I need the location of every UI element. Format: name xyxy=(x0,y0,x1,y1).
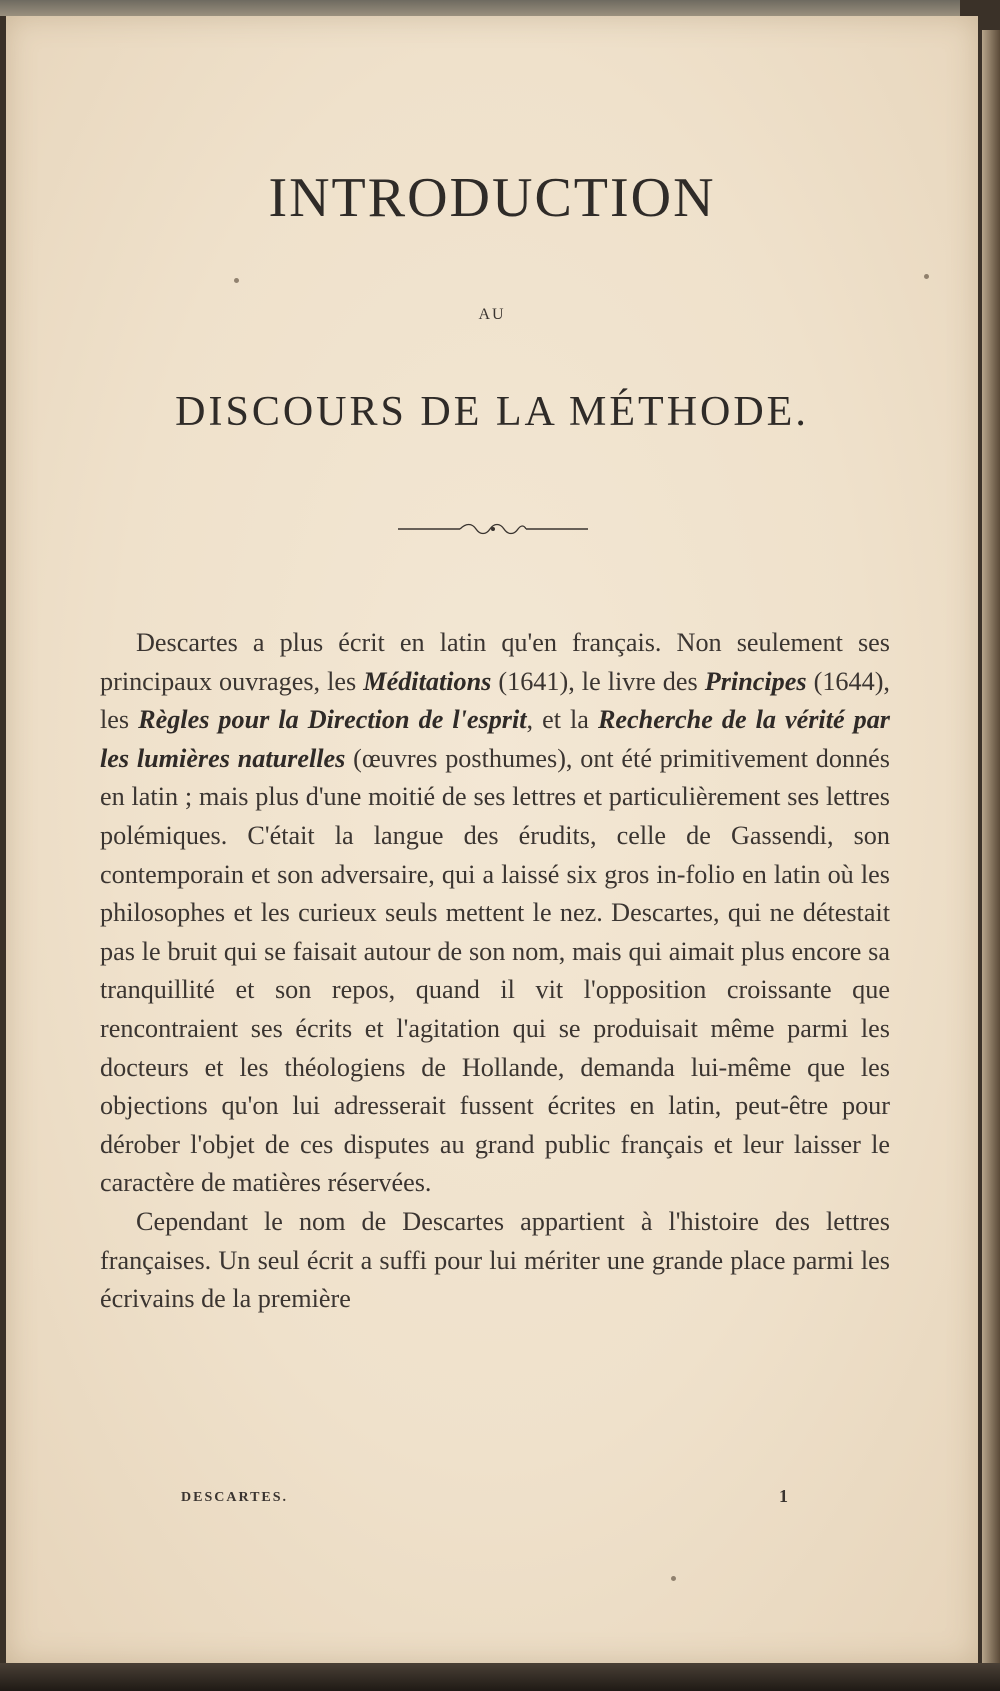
page-right-edge xyxy=(982,30,1000,1670)
body-text xyxy=(100,624,890,1319)
paper-speck xyxy=(234,278,239,283)
page-bottom-edge xyxy=(0,1663,1000,1691)
title-meditations: Méditations xyxy=(363,666,492,696)
paragraph-1-text-1: Descartes a plus écrit en latin qu'en français. Non seulement ses principaux ouvrages, les xyxy=(100,628,890,696)
page-top-edge xyxy=(0,0,960,16)
paragraph-1-text-3: (1644), les xyxy=(100,666,890,735)
sheet-number: 1 xyxy=(779,1486,788,1506)
title-regles: Règles pour la Direction de l'esprit xyxy=(138,705,527,735)
title-principes: Principes xyxy=(704,666,807,696)
title-recherche: Recherche de la vérité par les lumières naturelles xyxy=(100,705,891,773)
page-subtitle: DISCOURS DE LA MÉTHODE. xyxy=(175,389,809,435)
paper-speck xyxy=(671,1576,676,1581)
signature-mark: DESCARTES. xyxy=(181,1490,289,1505)
page-title: INTRODUCTION xyxy=(268,167,716,229)
paragraph-1-text-2: (1641), le livre des xyxy=(491,666,705,696)
paragraph-2: Cependant le nom de Descartes appartient à l'histoire des lettres françaises. Un seul écrit a suffi pour lui mériter une grande place parmi les écrivains de la première xyxy=(100,1206,890,1314)
book-page xyxy=(6,16,978,1664)
paper-speck xyxy=(924,274,929,279)
paragraph-1-text-4: , et la xyxy=(526,705,598,735)
paragraph-1 xyxy=(100,624,890,1203)
paragraph-1-text-5: (œuvres posthumes), ont été primitivement donnés en latin ; mais plus d'une moitié de ses lettres et particulièrement ses lettres polémiques. C'était la langue des érudits, celle de Gassendi, son contemporain et son adversaire, qui a laissé six gros in-folio en latin où les philosophes et les curieux seuls mettent le nez. Descartes, qui ne détestait pas le bruit qui se faisait autour de son nom, mais qui aimait plus encore sa tranquillité et son repos, quand il vit l'opposition croissante que rencontraient ses écrits et l'agitation qui se produisait même parmi les docteurs et les théologiens de Hollande, demanda lui-même que les objections qu'on lui adresserait fussent écrites en latin, peut-être pour dérober l'objet de ces disputes au grand public français et leur laisser le caractère de matières réservées. xyxy=(100,743,890,1198)
title-connector: AU xyxy=(478,306,506,323)
ornamental-rule xyxy=(398,522,588,536)
